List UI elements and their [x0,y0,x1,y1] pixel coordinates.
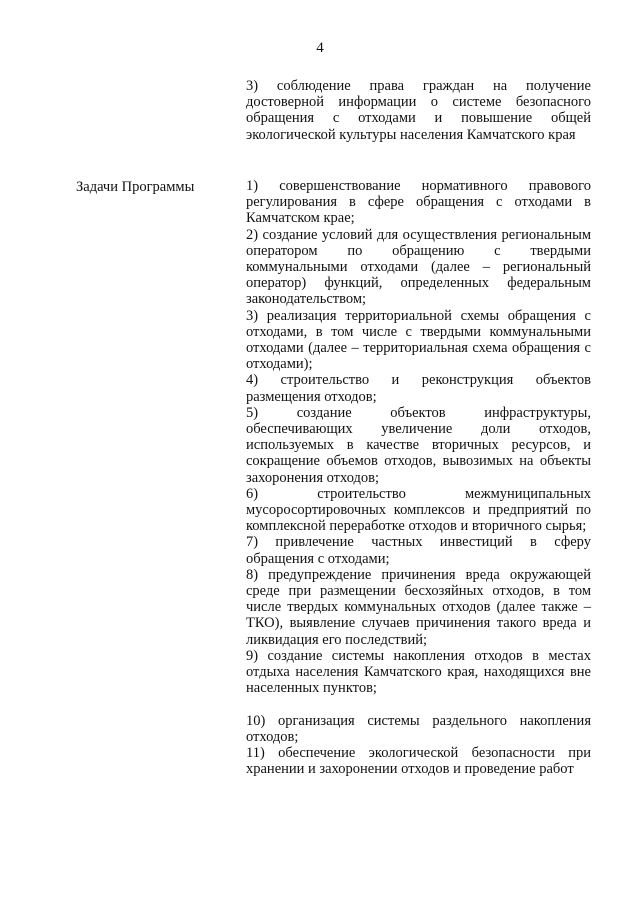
goals-continuation [246,78,591,143]
task-item-1: 1) совершенствование нормативного правового регулирования в сфере обращения с отходами в Камчатском крае; [246,178,591,227]
page-number: 4 [316,40,324,56]
task-item-8: 8) предупреждение причинения вреда окружающей среде при размещении бесхозяйных отходов, в том числе твердых коммунальных отходов (далее также – ТКО), выявление случаев причинения такого вреда и ликвидация его последствий; [246,566,591,648]
task-item-3: 3) реализация территориальной схемы обращения с отходами, в том числе с твердыми коммунальными отходами (далее – территориальная схема обращения с отходами); [246,307,591,373]
task-item-11: 11) обеспечение экологической безопасности при хранении и захоронении отходов и проведение работ [246,744,591,778]
task-item-9: 9) создание системы накопления отходов в местах отдыха населения Камчатского края, находящихся вне населенных пунктов; [246,647,591,697]
program-tasks-label: Задачи Программы [76,179,195,195]
goal-item-3: 3) соблюдение права граждан на получение достоверной информации о системе безопасного обращения с отходами и повышение общей экологической культуры населения Камчатского края [246,78,591,143]
task-item-7: 7) привлечение частных инвестиций в сферу обращения с отходами; [246,534,591,567]
task-item-6: 6) строительство межмуниципальных мусоросортировочных комплексов и предприятий по комплексной переработке отходов и вторичного сырья; [246,485,591,535]
task-item-4: 4) строительство и реконструкция объектов размещения отходов; [246,372,591,405]
task-item-5: 5) создание объектов инфраструктуры, обеспечивающих увеличение доли отходов, используемых в качестве вторичных ресурсов, и сокращение объемов отходов, вывозимых на объекты захоронения отходов; [246,404,591,486]
task-item-10: 10) организация системы раздельного накопления отходов; [246,712,591,745]
program-tasks-list [246,178,591,777]
task-item-2: 2) создание условий для осуществления региональным оператором по обращению с твердыми коммунальными отходами (далее – региональный оператор) функций, определенных федеральным законодательством; [246,226,591,308]
